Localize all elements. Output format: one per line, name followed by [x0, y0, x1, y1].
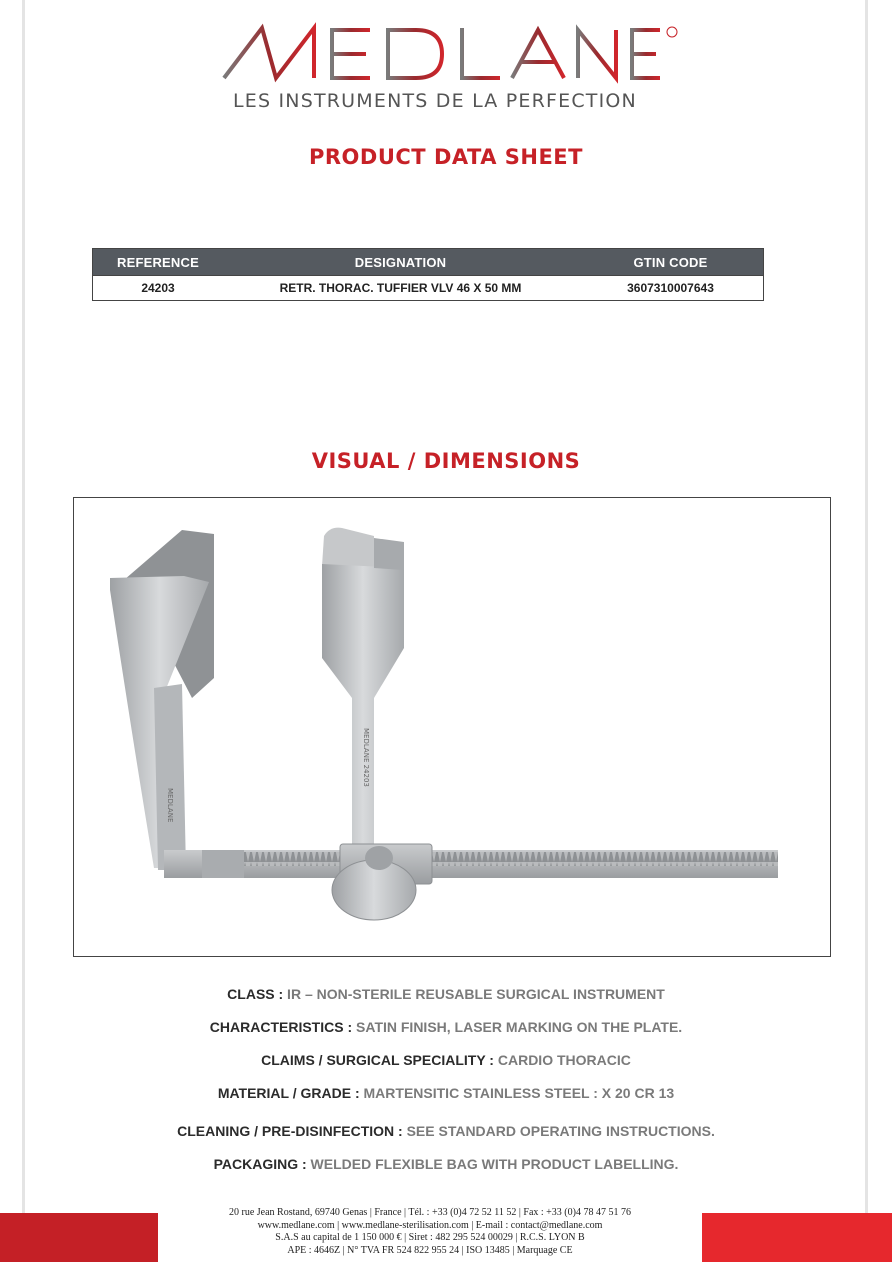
spec-value: MARTENSITIC STAINLESS STEEL : X 20 CR 13	[359, 1085, 675, 1101]
spec-label: PACKAGING :	[213, 1156, 307, 1172]
spec-label: MATERIAL / GRADE :	[217, 1085, 360, 1101]
spec-cleaning	[0, 1123, 892, 1139]
footer-address: 20 rue Jean Rostand, 69740 Genas | France | Tél. : +33 (0)4 72 52 11 52 | Fax : +33 (0)4 78 47 51 76	[229, 1207, 631, 1218]
company-footer	[160, 1207, 700, 1257]
spec-packaging	[0, 1156, 892, 1172]
spec-claims	[0, 1052, 892, 1068]
spec-label: CHARACTERISTICS :	[209, 1019, 353, 1035]
spec-value: SEE STANDARD OPERATING INSTRUCTIONS.	[402, 1123, 715, 1139]
footer-red-bar-right	[702, 1213, 892, 1262]
product-data-sheet-title: PRODUCT DATA SHEET	[309, 145, 583, 169]
cell-reference: 24203	[93, 276, 224, 301]
cell-designation: RETR. THORAC. TUFFIER VLV 46 X 50 MM	[223, 276, 578, 301]
product-visual-frame	[73, 497, 831, 957]
spec-value: IR – NON-STERILE REUSABLE SURGICAL INSTRUMENT	[283, 986, 665, 1002]
visual-dimensions-title: VISUAL / DIMENSIONS	[311, 449, 581, 473]
footer-red-bar-left	[0, 1213, 158, 1262]
engraving-left: MEDLANE	[166, 788, 174, 823]
header-reference: REFERENCE	[93, 249, 224, 276]
spec-value: WELDED FLEXIBLE BAG WITH PRODUCT LABELLING.	[306, 1156, 679, 1172]
table-row	[93, 276, 764, 301]
engraving-right: MEDLANE 24203	[362, 728, 370, 787]
spec-label: CLAIMS / SURGICAL SPECIALITY :	[261, 1052, 494, 1068]
spec-class	[0, 986, 892, 1002]
footer-web: www.medlane.com | www.medlane-sterilisation.com | E-mail : contact@medlane.com	[257, 1219, 603, 1231]
product-reference-table	[92, 248, 764, 301]
cell-gtin-code: 3607310007643	[578, 276, 764, 301]
surgical-retractor-image	[74, 498, 830, 956]
spec-value: SATIN FINISH, LASER MARKING ON THE PLATE.	[352, 1019, 683, 1035]
spec-material	[0, 1085, 892, 1101]
header-gtin-code: GTIN CODE	[578, 249, 764, 276]
footer-registration: APE : 4646Z | N° TVA FR 524 822 955 24 | ISO 13485 | Marquage CE	[287, 1244, 573, 1256]
medlane-logo	[220, 22, 680, 86]
brand-tagline: LES INSTRUMENTS DE LA PERFECTION	[233, 90, 637, 112]
footer-legal: S.A.S au capital de 1 150 000 € | Siret : 482 295 524 00029 | R.C.S. LYON B	[275, 1232, 585, 1243]
spec-value: CARDIO THORACIC	[493, 1052, 631, 1068]
spec-label: CLEANING / PRE-DISINFECTION :	[177, 1123, 403, 1139]
header-designation: DESIGNATION	[223, 249, 578, 276]
spec-characteristics	[0, 1019, 892, 1035]
spec-label: CLASS :	[227, 986, 284, 1002]
